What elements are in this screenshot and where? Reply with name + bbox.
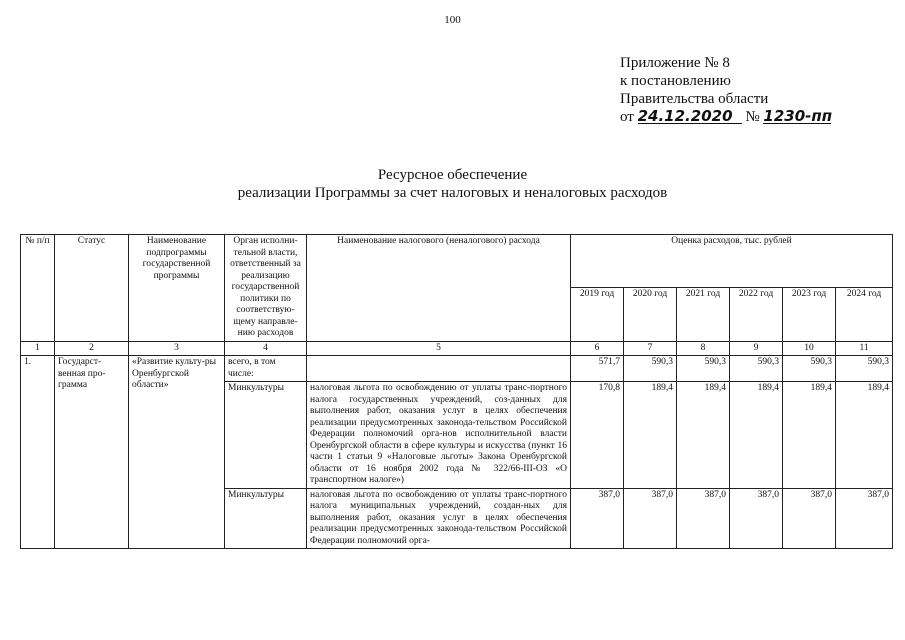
column-number-row [21,341,893,356]
row-value: 189,4 [730,382,783,489]
row-status: Государст-венная про-грамма [55,356,129,549]
document-title [0,166,905,202]
resource-table [20,234,893,549]
title-line-1: Ресурсное обеспечение [377,167,528,183]
row-subprogram: «Развитие культу-ры Оренбургской области» [129,356,225,549]
column-number: 2 [55,341,129,356]
header-year: 2023 год [783,288,836,341]
header-year: 2021 год [677,288,730,341]
number-prefix: № [745,109,760,125]
header-status: Статус [55,235,129,342]
header-year: 2024 год [836,288,893,341]
row-value: 590,3 [677,356,730,382]
row-value: 189,4 [677,382,730,489]
header-subprogram: Наименование подпрограммы государственной программы [129,235,225,342]
appendix-line-4 [620,108,831,126]
header-estimate: Оценка расходов, тыс. рублей [571,235,893,288]
column-number: 6 [571,341,624,356]
row-value: 189,4 [836,382,893,489]
column-number: 3 [129,341,225,356]
row-expense-name: налоговая льгота по освобождению от уплаты транс-портного налога муниципальных учреждений, создан-ных для выполнения работ, оказания услуг в целях обеспечения реализации предусмотренных законода-тельством Российской Федерации полномочий орга- [307,488,571,549]
row-value: 387,0 [730,488,783,549]
row-value: 387,0 [677,488,730,549]
header-num: № п/п [21,235,55,342]
row-value: 590,3 [836,356,893,382]
header-year: 2022 год [730,288,783,341]
column-number: 1 [21,341,55,356]
row-num: 1. [21,356,55,549]
table-row [21,356,893,382]
row-authority: Минкультуры [225,488,307,549]
column-number: 5 [307,341,571,356]
appendix-line-2: к постановлению [620,73,731,89]
row-value: 590,3 [730,356,783,382]
header-year: 2019 год [571,288,624,341]
appendix-block [620,54,831,126]
row-value: 590,3 [783,356,836,382]
column-number: 4 [225,341,307,356]
column-number: 8 [677,341,730,356]
date-prefix: от [620,109,634,125]
row-value: 170,8 [571,382,624,489]
row-value: 387,0 [571,488,624,549]
row-authority: всего, в том числе: [225,356,307,382]
appendix-line-3: Правительства области [620,91,769,107]
header-expense-name: Наименование налогового (неналогового) расхода [307,235,571,342]
header-row-1 [21,235,893,288]
handwritten-number: 1230-пп [763,107,833,125]
appendix-line-1: Приложение № 8 [620,55,730,71]
row-value: 189,4 [783,382,836,489]
row-value: 387,0 [836,488,893,549]
row-value: 387,0 [624,488,677,549]
row-expense-name: налоговая льгота по освобождению от уплаты транс-портного налога государственных учреждений, соз-данных для выполнения работ, оказания услуг в целях обеспечения реализации предусмотренных законода-тельством Российской Федерации полномочий орга-нов исполнительной власти Оренбургской области в сфере культуры и искусства (пункт 16 части 1 статьи 9 «Налоговые льготы» Закона Оренбургской области от 16 ноября 2002 года № 322/66-III-ОЗ «О транспортном налоге») [307,382,571,489]
header-year: 2020 год [624,288,677,341]
row-value: 590,3 [624,356,677,382]
page-number: 100 [444,14,461,26]
row-value: 571,7 [571,356,624,382]
row-value: 387,0 [783,488,836,549]
row-expense-name [307,356,571,382]
column-number: 11 [836,341,893,356]
row-authority: Минкультуры [225,382,307,489]
header-authority: Орган исполни-тельной власти, ответственный за реализацию государственной политики по соответствую-щему направле-нию расходов [225,235,307,342]
row-value: 189,4 [624,382,677,489]
handwritten-date: 24.12.2020 [638,109,742,124]
column-number: 7 [624,341,677,356]
column-number: 9 [730,341,783,356]
column-number: 10 [783,341,836,356]
title-line-2: реализации Программы за счет налоговых и неналоговых расходов [237,185,668,201]
